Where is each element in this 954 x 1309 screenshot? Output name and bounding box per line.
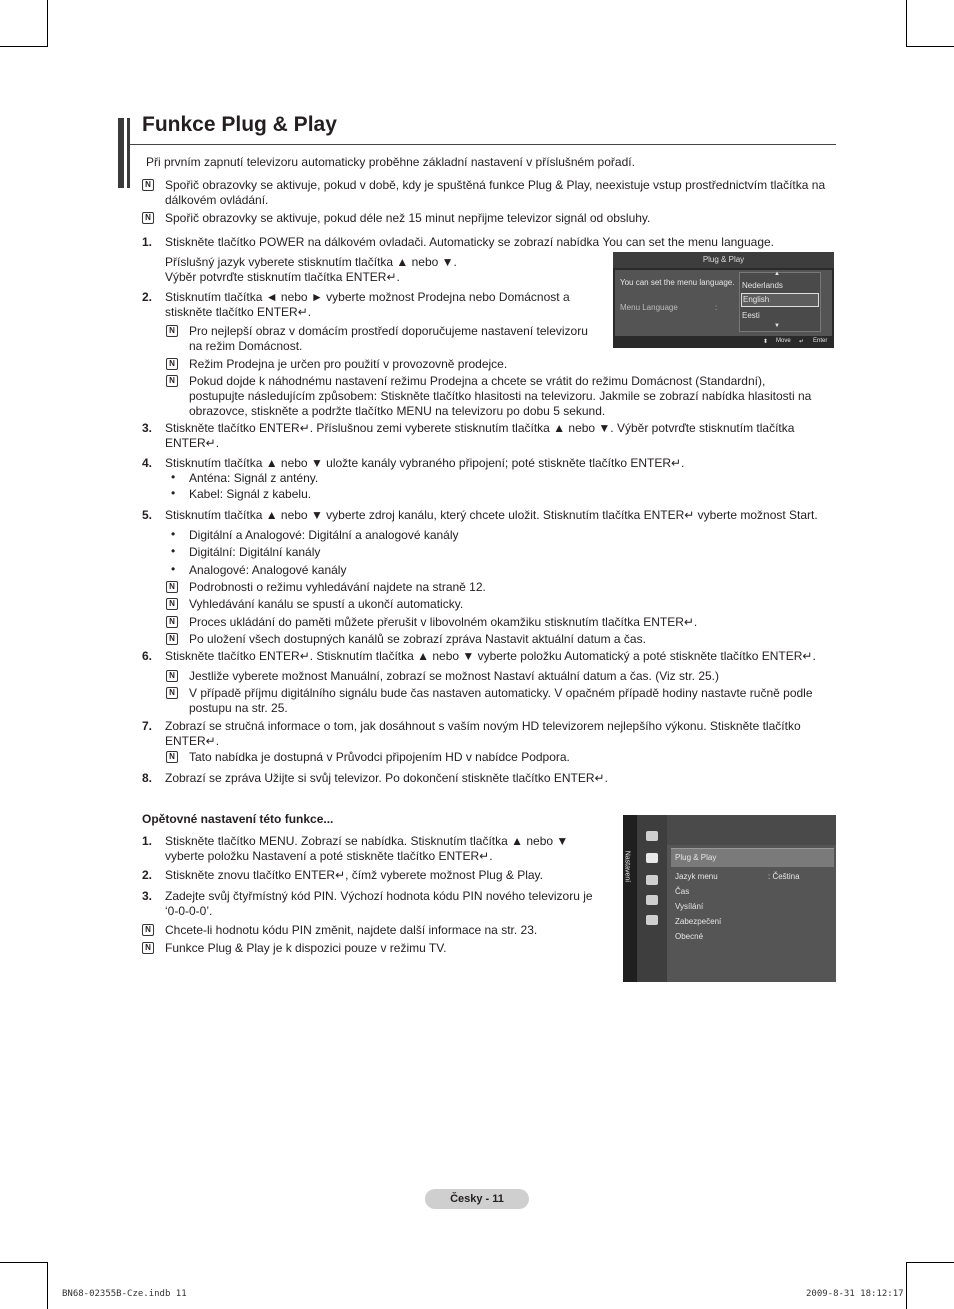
step-number: 3.: [142, 421, 153, 435]
step-number: 2.: [142, 868, 153, 882]
note-icon: N: [142, 924, 154, 936]
title-rule: [130, 144, 836, 145]
language-menu-screen: [613, 252, 834, 348]
step-text: Stiskněte tlačítko ENTER↵. Příslušnou zemi vyberete stisknutím tlačítka ▲ nebo ▼. Výběr potvrďte stisknutím tlačítka: [165, 421, 795, 435]
label-colon: :: [715, 303, 718, 312]
note-icon: N: [166, 375, 178, 387]
bullet: •: [171, 470, 176, 484]
step-text: Výběr potvrďte stisknutím tlačítka ENTER↵.: [165, 270, 400, 284]
menu-top-band: [667, 815, 836, 845]
menu-item-value: : Čeština: [768, 872, 800, 881]
note-icon: N: [166, 670, 178, 682]
step-number: 1.: [142, 834, 153, 848]
note-text: na režim Domácnost.: [189, 339, 303, 353]
note-icon: N: [166, 325, 178, 337]
bullet-text: Digitální: Digitální kanály: [189, 545, 321, 559]
scroll-down-icon[interactable]: ▼: [774, 323, 780, 329]
step-text: vyberte položku Nastavení a poté stiskněte tlačítko ENTER↵.: [165, 849, 493, 863]
note-icon: N: [142, 212, 154, 224]
step-text: Stisknutím tlačítka ◄ nebo ► vyberte možnost Prodejna nebo Domácnost a: [165, 290, 570, 304]
step-text: Zadejte svůj čtyřmístný kód PIN. Výchozí hodnota kódu PIN nového televizoru je: [165, 889, 593, 903]
menu-item[interactable]: Vysílání: [675, 902, 704, 911]
note-text: Pokud dojde k náhodnému nastavení režimu Prodejna a chcete se vrátit do režimu Domácnost (Standardní),: [189, 374, 766, 388]
move-label: Move: [776, 338, 791, 344]
step-text: Stisknutím tlačítka ▲ nebo ▼ vyberte zdroj kanálu, který chcete uložit. Stisknutím tlačítka ENTER↵ vyberte možnost Start.: [165, 508, 818, 522]
setup-menu-screen: [623, 815, 836, 982]
title-accent-stripe: [124, 118, 127, 188]
menu-item[interactable]: Jazyk menu: [675, 872, 718, 881]
print-slug-left: BN68-02355B-Cze.indb 11: [62, 1289, 187, 1299]
note-text: postupu na str. 25.: [189, 701, 288, 715]
step-text: ‘0-0-0-0’.: [165, 904, 213, 918]
section-heading: Opětovné nastavení této funkce...: [142, 812, 334, 826]
note-text: Po uložení všech dostupných kanálů se zobrazí zpráva Nastavit aktuální datum a čas.: [189, 632, 646, 646]
note-text: Tato nabídka je dostupná v Průvodci připojením HD v nabídce Podpora.: [189, 750, 570, 764]
note-icon: N: [166, 616, 178, 628]
input-icon[interactable]: [646, 895, 658, 905]
print-slug-right: 2009-8-31 18:12:17: [806, 1289, 904, 1299]
note-text: Pro nejlepší obraz v domácím prostředí doporučujeme nastavení televizoru: [189, 324, 588, 338]
page-title: Funkce Plug & Play: [142, 113, 337, 136]
menu-side-strip: [623, 815, 637, 982]
note-text: Jestliže vyberete možnost Manuální, zobrazí se možnost Nastaví aktuální datum a čas. (Viz str. 25.): [189, 669, 720, 683]
side-label: Nastavení: [623, 850, 631, 883]
enter-icon: ↵: [799, 339, 805, 345]
note-text: Vyhledávání kanálu se spustí a ukončí automaticky.: [189, 597, 464, 611]
highlighted-menu-item[interactable]: [671, 848, 834, 867]
note-text: Režim Prodejna je určen pro použití v provozovně prodejce.: [189, 357, 508, 371]
step-number: 2.: [142, 290, 153, 304]
menu-icon-column: [637, 815, 667, 982]
support-icon[interactable]: [646, 915, 658, 925]
step-text: Stisknutím tlačítka ▲ nebo ▼ uložte kanály vybraného připojení; poté stiskněte tlačítko ENTER↵.: [165, 456, 685, 470]
bullet-text: Kabel: Signál z kabelu.: [189, 487, 312, 501]
crop-mark: [906, 46, 954, 47]
bullet-text: Anténa: Signál z antény.: [189, 471, 319, 485]
sound-icon[interactable]: [646, 875, 658, 885]
step-number: 4.: [142, 456, 153, 470]
step-text: ENTER↵.: [165, 436, 220, 450]
intro-text: Při prvním zapnutí televizoru automaticky proběhne základní nastavení v příslušném pořadí.: [146, 155, 635, 169]
crop-mark: [0, 1262, 48, 1263]
step-text: Zobrazí se zpráva Užijte si svůj televizor. Po dokončení stiskněte tlačítko ENTER↵.: [165, 771, 608, 785]
note-text: Spořič obrazovky se aktivuje, pokud déle než 15 minut nepřijme televizor signál od obsluhy.: [165, 211, 651, 225]
note-text: dálkovém ovládání.: [165, 193, 269, 207]
step-number: 8.: [142, 771, 153, 785]
crop-mark: [47, 1262, 48, 1309]
menu-item[interactable]: Obecné: [675, 932, 704, 941]
note-icon: N: [166, 687, 178, 699]
page-number-badge: Česky - 11: [425, 1189, 529, 1209]
screen-body: [615, 270, 832, 336]
note-text: Spořič obrazovky se aktivuje, pokud v době, kdy je spuštěná funkce Plug & Play, neexistuje vstup prostřednictvím tlačítka na: [165, 178, 826, 192]
language-list[interactable]: [739, 272, 821, 332]
step-number: 7.: [142, 719, 153, 733]
note-icon: N: [142, 179, 154, 191]
step-number: 1.: [142, 235, 153, 249]
step-text: ENTER↵.: [165, 734, 220, 748]
step-text: Stiskněte tlačítko MENU. Zobrazí se nabídka. Stisknutím tlačítka ▲ nebo ▼: [165, 834, 569, 848]
move-icon: ⬍: [763, 339, 769, 345]
note-icon: N: [166, 633, 178, 645]
picture-icon[interactable]: [646, 831, 658, 841]
step-number: 5.: [142, 508, 153, 522]
bullet: •: [171, 527, 176, 541]
bullet-text: Digitální a Analogové: Digitální a analogové kanály: [189, 528, 459, 542]
language-option[interactable]: Eesti: [742, 311, 760, 320]
bullet-text: Analogové: Analogové kanály: [189, 563, 347, 577]
note-icon: N: [166, 751, 178, 763]
selected-language-option[interactable]: [741, 293, 819, 307]
step-text: Příslušný jazyk vyberete stisknutím tlačítka ▲ nebo ▼.: [165, 255, 457, 269]
menu-item[interactable]: Čas: [675, 887, 690, 896]
note-icon: N: [166, 581, 178, 593]
step-text: Stiskněte znovu tlačítko ENTER↵, čímž vyberete možnost Plug & Play.: [165, 868, 543, 882]
language-option: English: [743, 295, 770, 304]
note-icon: N: [166, 358, 178, 370]
step-number: 3.: [142, 889, 153, 903]
crop-mark: [0, 46, 48, 47]
note-text: Chcete-li hodnotu kódu PIN změnit, najdete další informace na str. 23.: [165, 923, 538, 937]
crop-mark: [906, 1262, 907, 1309]
step-text: stiskněte tlačítko ENTER↵.: [165, 305, 312, 319]
screen-prompt: You can set the menu language.: [620, 278, 735, 287]
step-text: Stiskněte tlačítko ENTER↵. Stisknutím tlačítka ▲ nebo ▼ vyberte položku Automatický a poté stiskněte tlačítko ENTER↵.: [165, 649, 816, 663]
screen-footer: [613, 336, 834, 348]
scroll-up-icon[interactable]: ▲: [774, 271, 780, 277]
menu-language-label: Menu Language: [620, 303, 678, 312]
note-text: Podrobnosti o režimu vyhledávání najdete na straně 12.: [189, 580, 486, 594]
bullet: •: [171, 486, 176, 500]
menu-item[interactable]: Zabezpečení: [675, 917, 722, 926]
bullet: •: [171, 562, 176, 576]
setup-gear-icon[interactable]: [646, 853, 658, 863]
crop-mark: [47, 0, 48, 47]
language-option[interactable]: Nederlands: [742, 281, 783, 290]
step-text: Zobrazí se stručná informace o tom, jak dosáhnout s vaším novým HD televizorem nejlepšího výkonu. Stiskněte tlačítko: [165, 719, 801, 733]
note-text: obrazovce, stiskněte a podržte tlačítko MENU na televizoru po dobu 5 sekund.: [189, 404, 606, 418]
step-text: Stiskněte tlačítko POWER na dálkovém ovladači. Automaticky se zobrazí nabídka You can set the menu language.: [165, 235, 775, 249]
screen-title: Plug & Play: [613, 252, 834, 268]
menu-item-label: Plug & Play: [675, 853, 717, 862]
crop-mark: [906, 1262, 954, 1263]
bullet: •: [171, 544, 176, 558]
note-text: Proces ukládání do paměti můžete přerušit v libovolném okamžiku stisknutím tlačítka ENTER↵.: [189, 615, 698, 629]
note-text: Funkce Plug & Play je k dispozici pouze v režimu TV.: [165, 941, 447, 955]
crop-mark: [906, 0, 907, 47]
note-icon: N: [142, 942, 154, 954]
step-number: 6.: [142, 649, 153, 663]
enter-label: Enter: [813, 338, 828, 344]
note-text: postupujte následujícím způsobem: Stiskněte tlačítko hlasitosti na televizoru. Jakmile se zobrazí nabídka hlasitosti na: [189, 389, 812, 403]
note-text: V případě příjmu digitálního signálu bude čas nastaven automaticky. V opačném případě hodiny nastavte ručně podle: [189, 686, 813, 700]
note-icon: N: [166, 598, 178, 610]
